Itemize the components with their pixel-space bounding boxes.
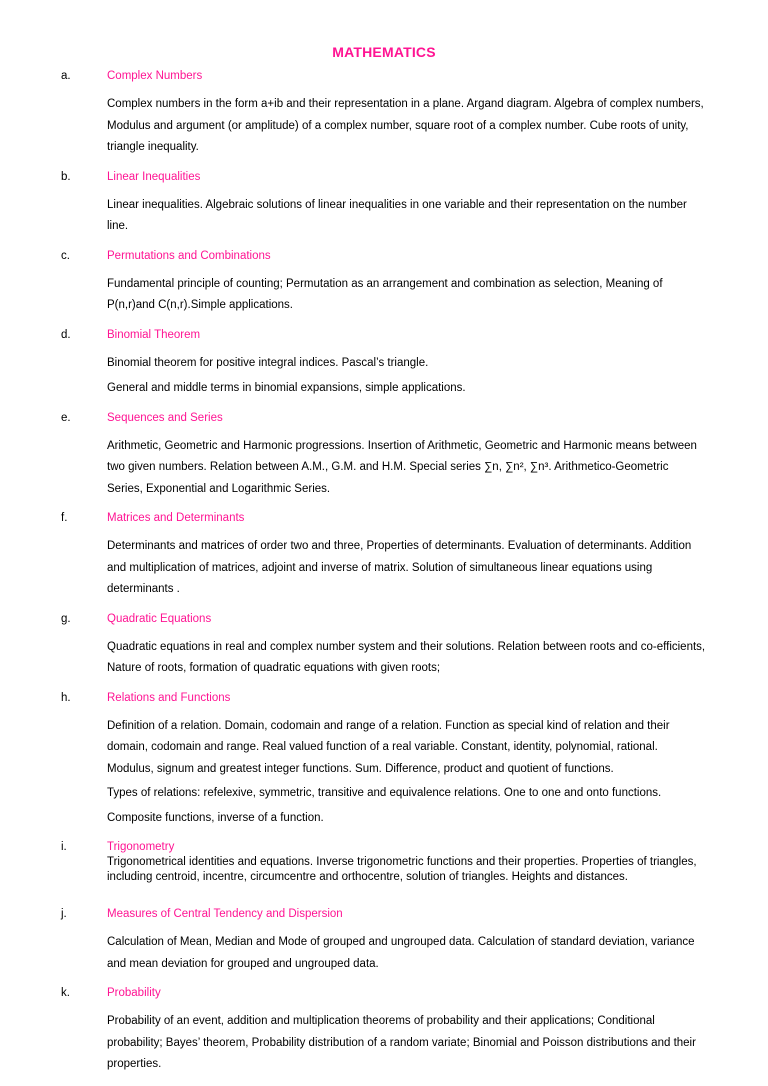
topic-heading: Complex Numbers	[107, 70, 203, 82]
topic-letter: b.	[61, 170, 71, 183]
topic-letter: a.	[61, 70, 71, 82]
topic-paragraph: Quadratic equations in real and complex number system and their solutions. Relation between roots and co-efficients, Nature of roots, formation of quadratic equations with given roots;	[107, 640, 706, 674]
topic-heading: Matrices and Determinants	[107, 512, 245, 524]
topic-letter: k.	[61, 987, 70, 999]
topic-permutations-combinations	[0, 248, 768, 317]
topic-trigonometry	[0, 839, 768, 884]
topic-heading: Probability	[107, 987, 161, 999]
topic-paragraph: Types of relations: refelexive, symmetric, transitive and equivalence relations. One to one and onto functions.	[107, 787, 662, 799]
topic-heading: Linear Inequalities	[107, 170, 201, 183]
topic-matrices-determinants	[0, 510, 768, 601]
topic-letter: i.	[61, 841, 67, 853]
topic-letter: d.	[61, 328, 71, 341]
topic-letter: j.	[61, 908, 67, 920]
topic-paragraph: Binomial theorem for positive integral indices. Pascal’s triangle.	[107, 356, 429, 369]
page-title: MATHEMATICS	[332, 44, 436, 60]
topic-letter: e.	[61, 411, 71, 424]
topic-probability	[0, 985, 768, 1076]
topic-central-tendency-dispersion	[0, 906, 768, 975]
topic-paragraph: Definition of a relation. Domain, codomain and range of a relation. Function as special kind of relation and their domain, codomain and range. Real valued function of a real variable. Constant, identity, polynomial, rational. Modulus, signum and greatest integer functions. Sum. Difference, product and quotient of functions.	[107, 719, 670, 775]
topic-paragraph: Fundamental principle of counting; Permutation as an arrangement and combination as selection, Meaning of P(n,r)and C(n,r).Simple applications.	[107, 277, 663, 311]
topic-binomial-theorem	[0, 327, 768, 400]
topic-heading: Relations and Functions	[107, 691, 231, 704]
topic-linear-inequalities	[0, 169, 768, 238]
topic-relations-functions	[0, 690, 768, 830]
topic-heading: Binomial Theorem	[107, 328, 201, 341]
topic-heading: Measures of Central Tendency and Dispersion	[107, 908, 343, 920]
topic-paragraph: Trigonometrical identities and equations. Inverse trigonometric functions and their properties. Properties of triangles, including centroid, incentre, circumcentre and orthocentre, solution of triangles. Heights and distances.	[107, 856, 697, 883]
topic-paragraph: Complex numbers in the form a+ib and their representation in a plane. Argand diagram. Algebra of complex numbers, Modulus and argument (or amplitude) of a complex number, square root of a complex number. Cube roots of unity, triangle inequality.	[107, 98, 704, 153]
topic-heading: Trigonometry	[107, 841, 175, 853]
topic-paragraph: Composite functions, inverse of a function.	[107, 811, 324, 824]
topic-body	[107, 985, 707, 1076]
topic-letter: f.	[61, 512, 68, 524]
topic-complex-numbers	[0, 68, 768, 159]
topic-heading: Permutations and Combinations	[107, 249, 271, 262]
topic-heading: Quadratic Equations	[107, 612, 212, 625]
topic-list	[0, 68, 768, 1086]
topic-paragraph: Probability of an event, addition and multiplication theorems of probability and their applications; Conditional probability; Bayes’ theorem, Probability distribution of a random variate; Binomial and Poisson distributions and their properties.	[107, 1015, 696, 1070]
topic-paragraph: Calculation of Mean, Median and Mode of grouped and ungrouped data. Calculation of standard deviation, variance and mean deviation for grouped and ungrouped data.	[107, 936, 695, 970]
topic-letter: c.	[61, 249, 70, 262]
topic-sequences-series	[0, 410, 768, 501]
topic-paragraph: General and middle terms in binomial expansions, simple applications.	[107, 382, 466, 394]
topic-paragraph: Arithmetic, Geometric and Harmonic progressions. Insertion of Arithmetic, Geometric and Harmonic means between two given numbers. Relation between A.M., G.M. and H.M. Special series ∑n, ∑n², ∑n³. Arithmetico-Geometric Series, Exponential and Logarithmic Series.	[107, 439, 697, 495]
topic-letter: h.	[61, 691, 71, 704]
topic-heading: Sequences and Series	[107, 411, 223, 424]
topic-quadratic-equations	[0, 611, 768, 680]
topic-paragraph: Linear inequalities. Algebraic solutions of linear inequalities in one variable and their representation on the number line.	[107, 198, 687, 232]
topic-letter: g.	[61, 612, 71, 625]
topic-body	[107, 839, 727, 884]
topic-body	[107, 690, 707, 830]
topic-paragraph: Determinants and matrices of order two and three, Properties of determinants. Evaluation of determinants. Addition and multiplication of matrices, adjoint and inverse of matrix. Solution of simultaneous linear equations using determinants .	[107, 540, 692, 595]
